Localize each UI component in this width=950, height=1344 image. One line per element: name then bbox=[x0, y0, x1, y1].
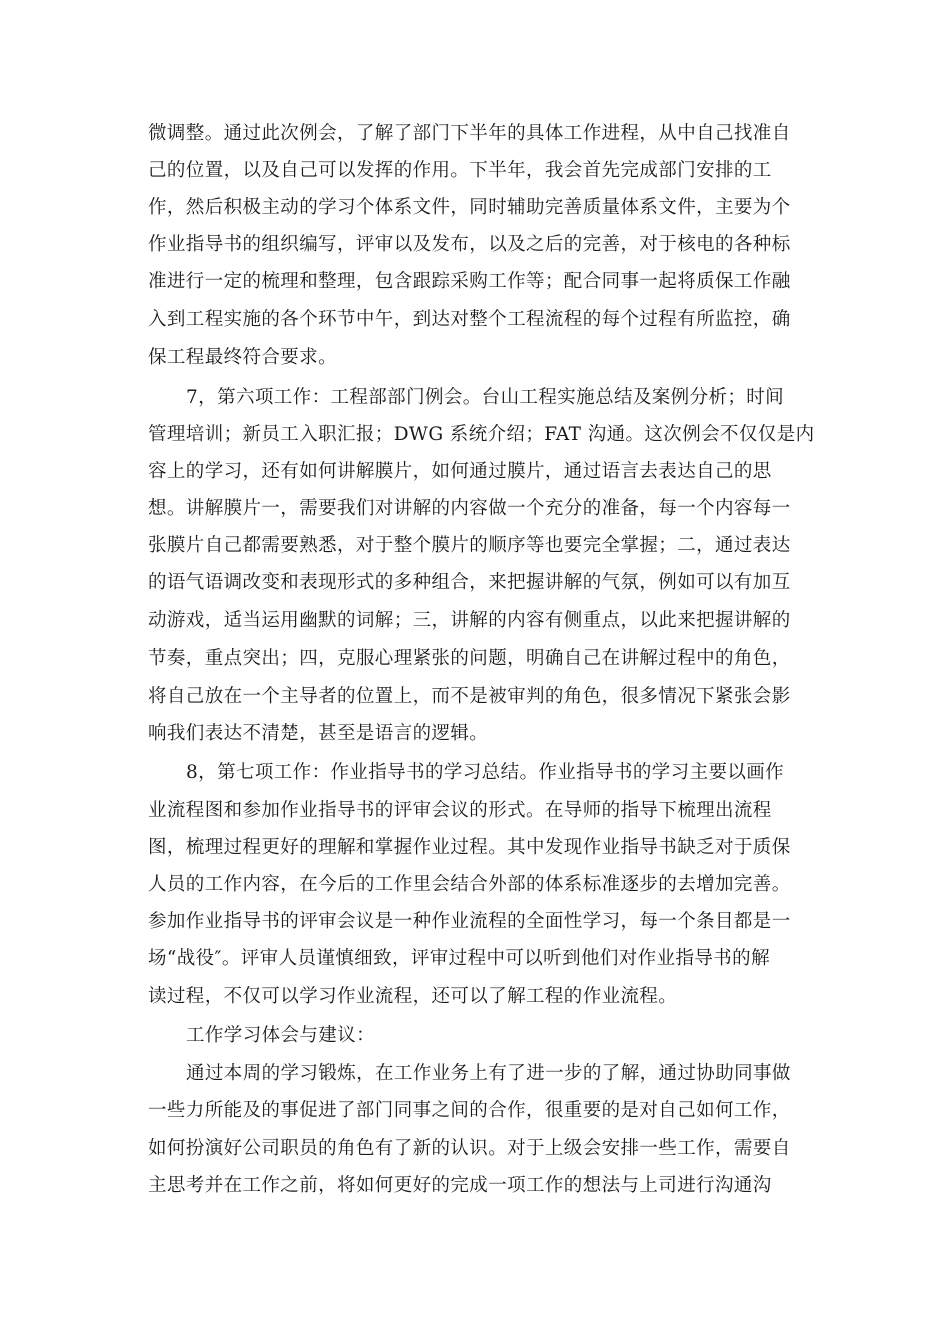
text-line: 一些力所能及的事促进了部门同事之间的合作，很重要的是对自己如何工作， bbox=[148, 1100, 791, 1121]
text-line: 如何扮演好公司职员的角色有了新的认识。对于上级会安排一些工作，需要自 bbox=[148, 1138, 791, 1159]
text-line: 节奏，重点突出；四，克服心理紧张的问题，明确自己在讲解过程中的角色， bbox=[148, 648, 791, 669]
text-line: 将自己放在一个主导者的位置上，而不是被审判的角色，很多情况下紧张会影 bbox=[148, 686, 791, 707]
text-line: 己的位置，以及自己可以发挥的作用。下半年，我会首先完成部门安排的工 bbox=[148, 160, 772, 181]
text-line: 保工程最终符合要求。 bbox=[148, 347, 338, 368]
paragraph-first-line: 8，第七项工作：作业指导书的学习总结。作业指导书的学习主要以画作 bbox=[186, 762, 785, 783]
text-line: 响我们表达不清楚，甚至是语言的逻辑。 bbox=[148, 723, 489, 744]
text-line: 图，梳理过程更好的理解和掌握作业过程。其中发现作业指导书缺乏对于质保 bbox=[148, 837, 791, 858]
text-line: 读过程，不仅可以学习作业流程，还可以了解工程的作业流程。 bbox=[148, 986, 678, 1007]
paragraph-first-line: 7，第六项工作：工程部部门例会。台山工程实施总结及案例分析；时间 bbox=[186, 387, 785, 408]
text-line: 管理培训；新员工入职汇报；DWG 系统介绍；FAT 沟通。这次例会不仅仅是内 bbox=[148, 424, 815, 445]
text-line: 动游戏，适当运用幽默的词解；三，讲解的内容有侧重点，以此来把握讲解的 bbox=[148, 610, 791, 631]
text-line: 人员的工作内容，在今后的工作里会结合外部的体系标准逐步的去增加完善。 bbox=[148, 874, 791, 895]
text-line: 想。讲解膜片一，需要我们对讲解的内容做一个充分的准备，每一个内容每一 bbox=[148, 498, 791, 519]
text-line: 容上的学习，还有如何讲解膜片，如何通过膜片，通过语言去表达自己的思 bbox=[148, 461, 772, 482]
paragraph-first-line: 通过本周的学习锻炼，在工作业务上有了进一步的了解，通过协助同事做 bbox=[186, 1063, 791, 1084]
section-heading: 工作学习体会与建议： bbox=[186, 1025, 376, 1046]
text-line: 入到工程实施的各个环节中午，到达对整个工程流程的每个过程有所监控，确 bbox=[148, 309, 791, 330]
text-line: 准进行一定的梳理和整理，包含跟踪采购工作等；配合同事一起将质保工作融 bbox=[148, 271, 791, 292]
text-line: 参加作业指导书的评审会议是一种作业流程的全面性学习，每一个条目都是一 bbox=[148, 911, 791, 932]
text-line: 的语气语调改变和表现形式的多种组合，来把握讲解的气氛，例如可以有加互 bbox=[148, 572, 791, 593]
text-line: 作业指导书的组织编写，评审以及发布，以及之后的完善，对于核电的各种标 bbox=[148, 234, 791, 255]
text-line: 业流程图和参加作业指导书的评审会议的形式。在导师的指导下梳理出流程 bbox=[148, 800, 772, 821]
text-line: 张膜片自己都需要熟悉，对于整个膜片的顺序等也要完全掌握；二，通过表达 bbox=[148, 535, 791, 556]
text-line: 作，然后积极主动的学习个体系文件，同时辅助完善质量体系文件，主要为个 bbox=[148, 197, 791, 218]
text-line: 主思考并在工作之前，将如何更好的完成一项工作的想法与上司进行沟通沟 bbox=[148, 1175, 772, 1196]
text-line: 微调整。通过此次例会，了解了部门下半年的具体工作进程，从中自己找准自 bbox=[148, 123, 791, 144]
text-line: 场“战役″。评审人员谨慎细致，评审过程中可以听到他们对作业指导书的解 bbox=[148, 948, 770, 969]
